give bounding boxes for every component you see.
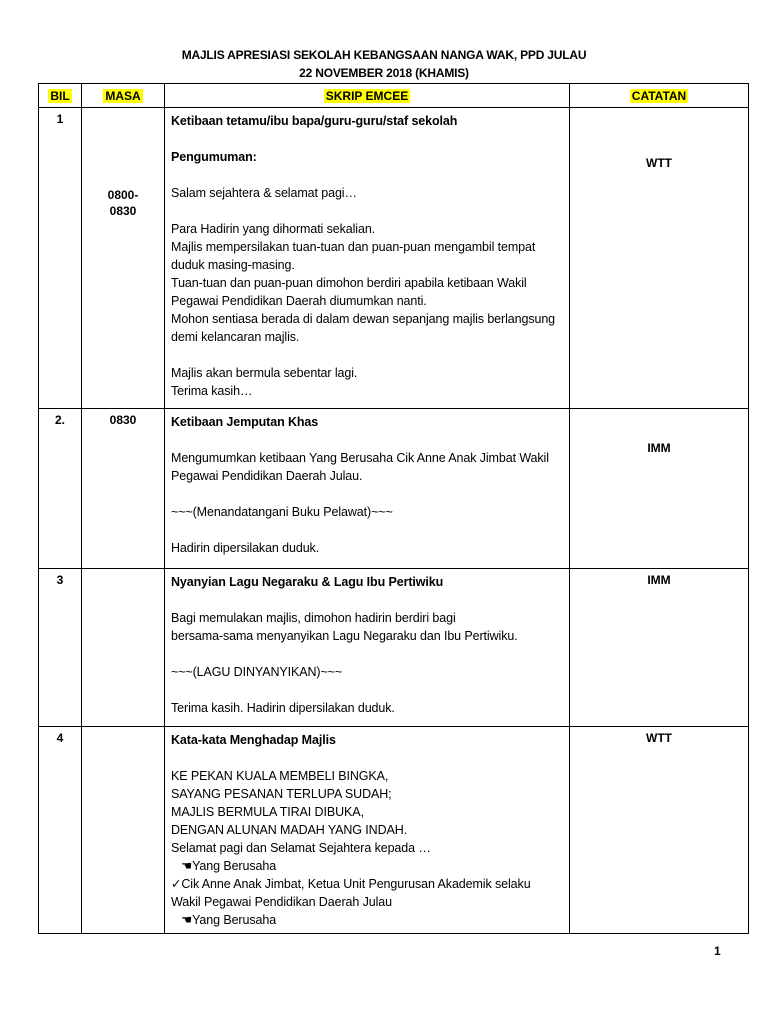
row-bil [39, 727, 82, 934]
script-line: Salam sejahtera & selamat pagi… [171, 186, 357, 200]
script-line: demi kelancaran majlis. [171, 330, 300, 344]
row-masa [82, 727, 165, 934]
table-row [39, 409, 749, 569]
header-skrip [165, 84, 570, 108]
row-bil-value: 4 [56, 731, 64, 745]
row-bil-value: 1 [56, 112, 64, 126]
script-line: Pegawai Pendidikan Daerah Julau. [171, 469, 363, 483]
row-masa-value: 0830 [109, 413, 137, 427]
header-bil [39, 84, 82, 108]
script-line: Tuan-tuan dan puan-puan dimohon berdiri apabila ketibaan Wakil [171, 276, 527, 290]
table-row [39, 108, 749, 409]
document-title: MAJLIS APRESIASI SEKOLAH KEBANGSAAN NANGA WAK, PPD JULAU [181, 48, 587, 62]
script-line: duduk masing-masing. [171, 258, 295, 272]
script-line: Pegawai Pendidikan Daerah diumumkan nanti. [171, 294, 427, 308]
row-subheading: Pengumuman: [171, 150, 257, 164]
table-row [39, 727, 749, 934]
script-line: Para Hadirin yang dihormati sekalian. [171, 222, 376, 236]
row-catatan-value: IMM [647, 573, 671, 587]
header-masa-label: MASA [105, 88, 141, 103]
row-catatan [570, 108, 749, 409]
pantun-line: KE PEKAN KUALA MEMBELI BINGKA, [171, 769, 389, 783]
row-heading: Kata-kata Menghadap Majlis [171, 733, 336, 747]
row-bil [39, 108, 82, 409]
row-skrip [165, 409, 570, 569]
row-heading: Nyanyian Lagu Negaraku & Lagu Ibu Pertiwiku [171, 575, 444, 589]
pantun-line: SAYANG PESANAN TERLUPA SUDAH; [171, 787, 392, 801]
row-catatan-value: WTT [646, 156, 672, 170]
row-bil [39, 409, 82, 569]
agenda-table [38, 83, 749, 934]
row-masa-line2: 0830 [109, 204, 137, 218]
table-row [39, 569, 749, 727]
row-heading: Ketibaan tetamu/ibu bapa/guru-guru/staf sekolah [171, 114, 458, 128]
script-line: Terima kasih… [171, 384, 253, 398]
script-line: Mohon sentiasa berada di dalam dewan sepanjang majlis berlangsung [171, 312, 556, 326]
script-line: bersama-sama menyanyikan Lagu Negaraku dan Ibu Pertiwiku. [171, 629, 518, 643]
pantun-line: DENGAN ALUNAN MADAH YANG INDAH. [171, 823, 408, 837]
row-skrip [165, 108, 570, 409]
header-catatan-label: CATATAN [631, 88, 687, 103]
row-skrip [165, 569, 570, 727]
row-catatan-value: WTT [646, 731, 672, 745]
row-masa-line1: 0800- [107, 188, 139, 202]
script-line: ~~~(Menandatangani Buku Pelawat)~~~ [171, 505, 393, 519]
row-masa [82, 569, 165, 727]
script-line: Selamat pagi dan Selamat Sejahtera kepada … [171, 841, 431, 855]
document-date: 22 NOVEMBER 2018 (KHAMIS) [299, 66, 469, 80]
script-line: Majlis mempersilakan tuan-tuan dan puan-puan mengambil tempat [171, 240, 536, 254]
header-catatan [570, 84, 749, 108]
script-line: Bagi memulakan majlis, dimohon hadirin berdiri bagi [171, 611, 456, 625]
header-skrip-label: SKRIP EMCEE [325, 88, 409, 103]
row-masa [82, 409, 165, 569]
salutation-line: ☚Yang Berusaha [181, 913, 277, 927]
script-line: ~~~(LAGU DINYANYIKAN)~~~ [171, 665, 343, 679]
header-bil-label: BIL [50, 88, 70, 103]
salutation-line: ✓Cik Anne Anak Jimbat, Ketua Unit Pengurusan Akademik selaku [171, 877, 531, 891]
row-bil [39, 569, 82, 727]
row-skrip [165, 727, 570, 934]
row-catatan [570, 409, 749, 569]
row-heading: Ketibaan Jemputan Khas [171, 415, 319, 429]
page-number: 1 [714, 944, 721, 958]
salutation-line: ☚Yang Berusaha [181, 859, 277, 873]
row-catatan [570, 727, 749, 934]
pantun-line: MAJLIS BERMULA TIRAI DIBUKA, [171, 805, 364, 819]
row-catatan [570, 569, 749, 727]
script-line: Hadirin dipersilakan duduk. [171, 541, 320, 555]
table-header-row [39, 84, 749, 108]
script-line: Mengumumkan ketibaan Yang Berusaha Cik Anne Anak Jimbat Wakil [171, 451, 549, 465]
row-catatan-value: IMM [647, 441, 671, 455]
script-line: Majlis akan bermula sebentar lagi. [171, 366, 358, 380]
script-line: Terima kasih. Hadirin dipersilakan duduk. [171, 701, 395, 715]
row-masa [82, 108, 165, 409]
script-line: Wakil Pegawai Pendidikan Daerah Julau [171, 895, 392, 909]
row-bil-value: 3 [56, 573, 64, 587]
row-bil-value: 2. [54, 413, 65, 427]
header-masa [82, 84, 165, 108]
